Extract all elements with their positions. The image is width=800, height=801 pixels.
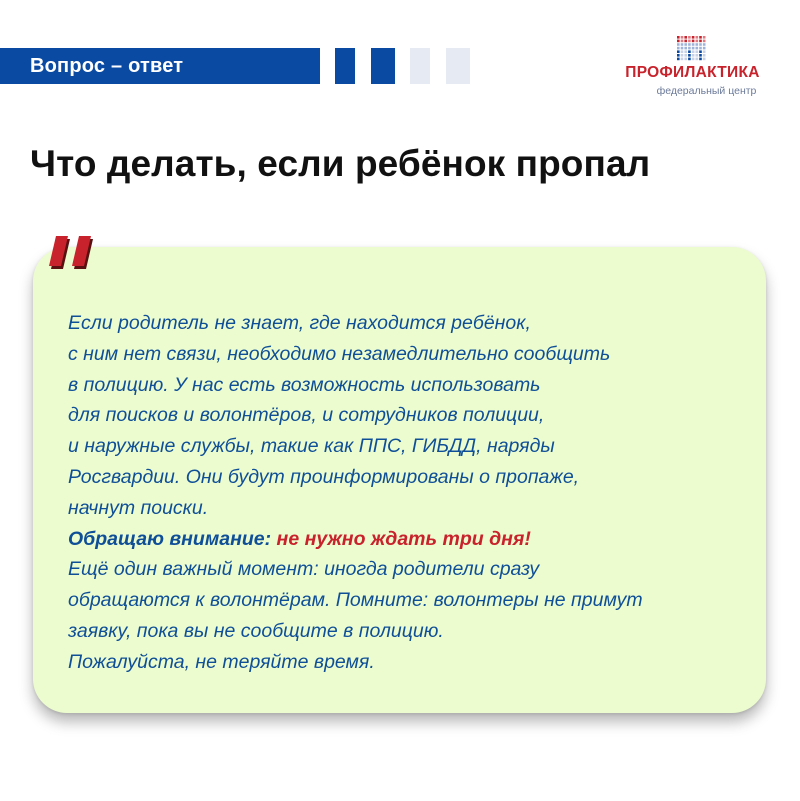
quote-line: и наружные службы, такие как ППС, ГИБДД, наряды — [68, 435, 555, 458]
logo-subtitle: федеральный центр — [656, 85, 757, 97]
quote-line: Если родитель не знает, где находится ребёнок, — [68, 312, 531, 334]
header-decor-block — [446, 48, 470, 84]
quote-line: Ещё один важный момент: иногда родители сразу — [68, 558, 540, 581]
page-title: Что делать, если ребёнок пропал — [30, 143, 651, 184]
quote-line: для поисков и волонтёров, и сотрудников полиции, — [68, 404, 545, 427]
quote-mark-icon — [44, 236, 94, 270]
emphasis-label: Обращаю внимание: — [68, 527, 272, 550]
emphasis-warning: не нужно ждать три дня! — [276, 527, 531, 550]
header-decor-block — [335, 48, 355, 84]
header-label: Вопрос – ответ — [30, 54, 184, 77]
header-decor-block — [410, 48, 430, 84]
quote-line: заявку, пока вы не сообщите в полицию. — [68, 619, 444, 642]
quote-line: обращаются к волонтёрам. Помните: волонтеры не примут — [68, 589, 643, 612]
quote-line: Пожалуйста, не теряйте время. — [68, 650, 375, 673]
quote-text — [68, 308, 758, 678]
emphasis-line — [68, 524, 758, 555]
dot-grid-logo-icon — [677, 36, 707, 62]
quote-line: Росгвардии. Они будут проинформированы о пропаже, — [68, 465, 580, 488]
header-decor-block — [371, 48, 395, 84]
logo — [615, 36, 770, 98]
quote-line: начнут поиски. — [68, 496, 209, 519]
logo-title: ПРОФИЛАКТИКА — [625, 64, 760, 81]
header-band — [0, 48, 320, 84]
quote-line: с ним нет связи, необходимо незамедлительно сообщить — [68, 342, 611, 365]
quote-line: в полицию. У нас есть возможность использовать — [68, 373, 541, 396]
